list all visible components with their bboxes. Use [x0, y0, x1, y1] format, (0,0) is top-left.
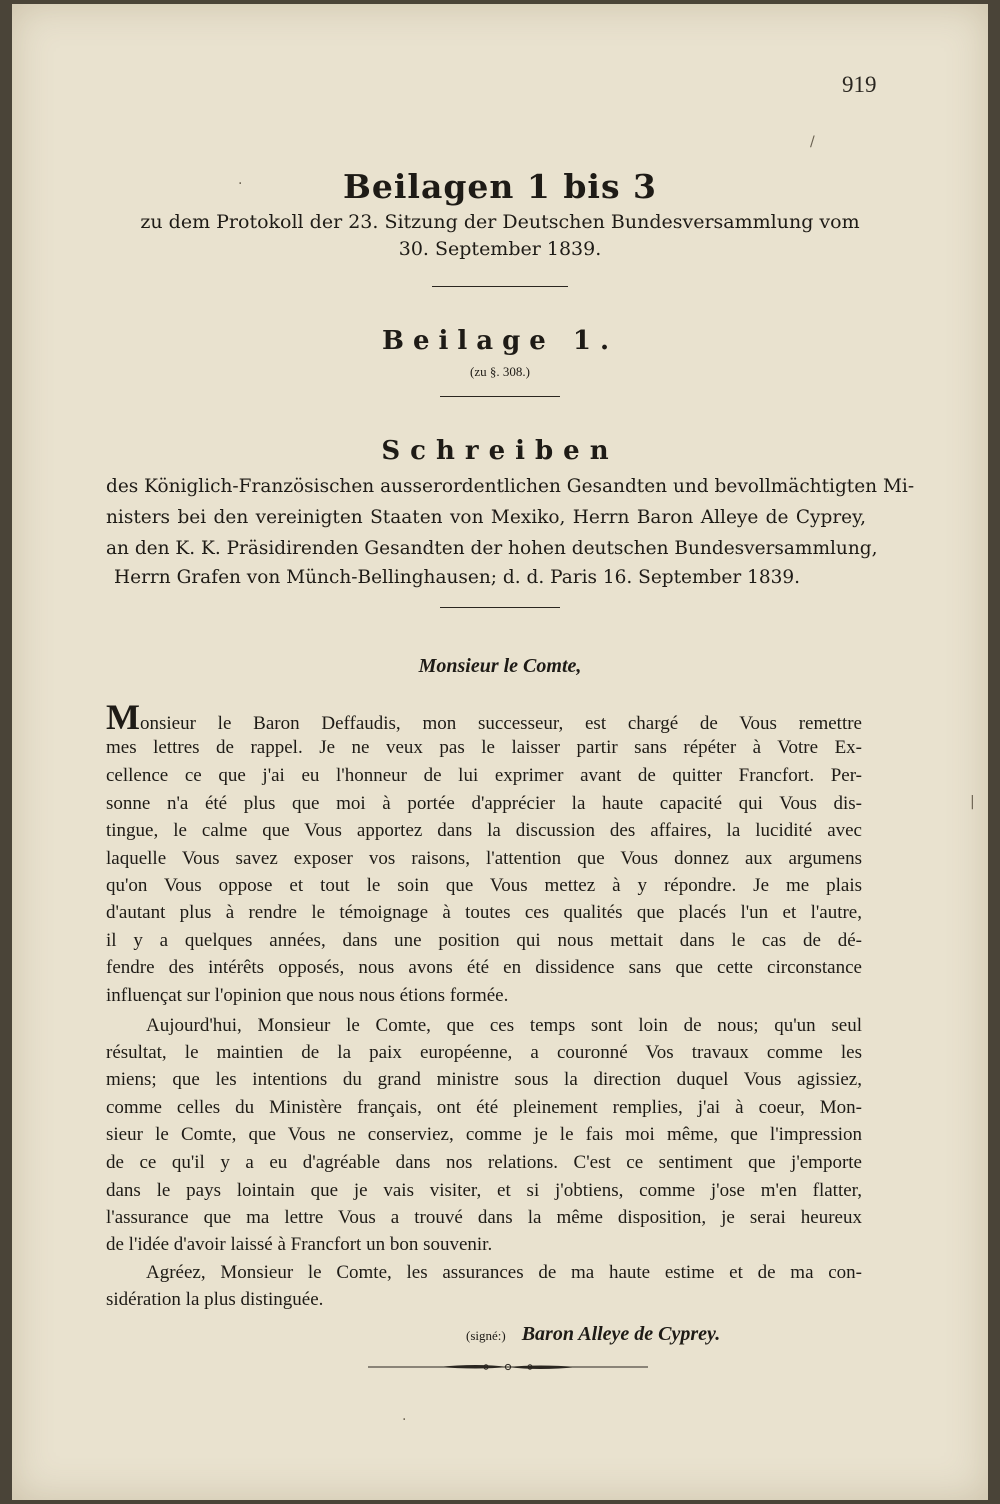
letter-line: l'assurance que ma lettre Vous a trouvé dans la même disposition, je serai heureux	[106, 1207, 862, 1228]
letter-line: Monsieur le Baron Deffaudis, mon successeur, est chargé de Vous remettre	[106, 697, 862, 737]
letter-line: influençat sur l'opinion que nous nous étions formée.	[106, 985, 509, 1006]
letter-line: Aujourd'hui, Monsieur le Comte, que ces temps sont loin de nous; qu'un seul	[146, 1015, 862, 1036]
appendix-heading: Beilage 1.	[381, 326, 619, 356]
divider-rule	[440, 396, 560, 397]
document-subtitle-line-2: 30. September 1839.	[398, 238, 602, 260]
letter-line: résultat, le maintien de la paix européenne, a couronné Vos travaux comme les	[106, 1042, 862, 1063]
paper-mark: /	[810, 134, 815, 150]
letter-line: comme celles du Ministère français, ont été pleinement remplies, j'ai à coeur, Mon-	[106, 1097, 862, 1118]
divider-rule	[440, 607, 560, 608]
address-line: an den K. K. Präsidirenden Gesandten der hohen deutschen Bundesversammlung,	[106, 538, 878, 559]
closing-ornament-rule	[368, 1362, 648, 1372]
address-line: nisters bei den vereinigten Staaten von Mexiko, Herrn Baron Alleye de Cyprey,	[106, 507, 866, 528]
section-reference: (zu §. 308.)	[470, 364, 530, 379]
letter-line: fendre des intérêts opposés, nous avons été en dissidence sans que cette circonstance	[106, 957, 862, 978]
address-line: des Königlich-Französischen ausserordentlichen Gesandten und bevollmächtigten Mi-	[106, 476, 915, 497]
document-subtitle-line-1: zu dem Protokoll der 23. Sitzung der Deutschen Bundesversammlung vom	[140, 211, 860, 233]
letter-type-heading: Schreiben	[381, 436, 619, 466]
letter-line: sonne n'a été plus que moi à portée d'apprécier la haute capacité qui Vous dis-	[106, 793, 862, 814]
page-number: 919	[842, 72, 877, 97]
divider-rule	[432, 286, 568, 287]
signed-label: (signé:)	[466, 1328, 506, 1343]
document-page	[12, 4, 988, 1500]
document-title: Beilagen 1 bis 3	[343, 167, 657, 206]
paper-mark: ·	[402, 1412, 407, 1428]
address-line: Herrn Grafen von Münch-Bellinghausen; d. d. Paris 16. September 1839.	[114, 567, 801, 588]
drop-cap: M	[106, 697, 140, 737]
letter-line: dans le pays lointain que je vais visiter, et si j'obtiens, comme j'ose m'en flatter,	[106, 1180, 862, 1201]
letter-line: sieur le Comte, que Vous ne conserviez, comme je le fais moi même, que l'impression	[106, 1124, 862, 1145]
letter-line: cellence ce que j'ai eu l'honneur de lui exprimer avant de quitter Francfort. Per-	[106, 765, 862, 786]
letter-line: d'autant plus à rendre le témoignage à toutes ces qualités que placés l'un et l'autre,	[106, 902, 862, 923]
paper-mark: |	[970, 794, 975, 810]
letter-line: de ce qu'il y a eu d'agréable dans nos relations. C'est ce sentiment que j'emporte	[106, 1152, 862, 1173]
letter-salutation: Monsieur le Comte,	[418, 655, 582, 677]
letter-line: mes lettres de rappel. Je ne veux pas le laisser partir sans répéter à Votre Ex-	[106, 737, 862, 758]
letter-line: tingue, le calme que Vous apportez dans la discussion des affaires, la lucidité avec	[106, 820, 862, 841]
letter-line: qu'on Vous oppose et tout le soin que Vous mettez à y répondre. Je me plais	[106, 875, 862, 896]
letter-line: sidération la plus distinguée.	[106, 1289, 324, 1310]
paper-mark: ·	[238, 176, 243, 192]
signer-name: Baron Alleye de Cyprey.	[521, 1323, 721, 1345]
letter-line: de l'idée d'avoir laissé à Francfort un bon souvenir.	[106, 1234, 493, 1255]
letter-line: laquelle Vous savez exposer vos raisons, l'attention que Vous donnez aux argumens	[106, 848, 862, 869]
letter-line: Agréez, Monsieur le Comte, les assurances de ma haute estime et de ma con-	[146, 1262, 862, 1283]
letter-line: il y a quelques années, dans une position qui nous mettait dans le cas de dé-	[106, 930, 862, 951]
signature-block	[466, 1323, 720, 1346]
letter-line: miens; que les intentions du grand ministre sous la direction duquel Vous agissiez,	[106, 1069, 862, 1090]
